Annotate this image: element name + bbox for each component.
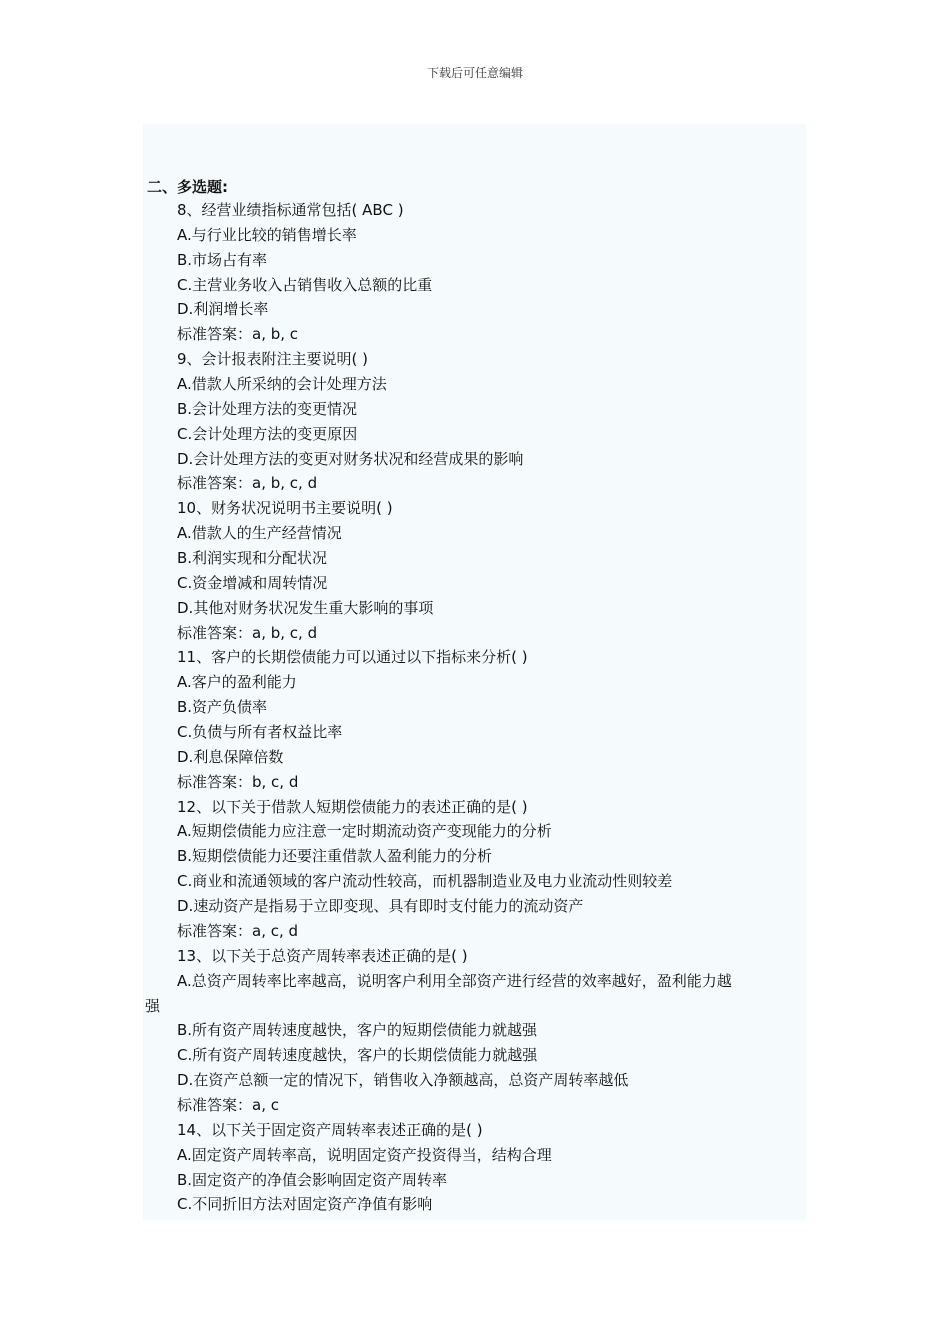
- question-10: 10、财务状况说明书主要说明( ): [177, 499, 393, 518]
- question-13: 13、以下关于总资产周转率表述正确的是( ): [177, 946, 468, 965]
- answer-line: 标准答案：a, c: [177, 1095, 279, 1114]
- option-line: C.主营业务收入占销售收入总额的比重: [177, 275, 433, 294]
- option-line: A.借款人的生产经营情况: [177, 524, 342, 543]
- section-title: 二、多选题:: [147, 178, 228, 196]
- option-line: C.负债与所有者权益比率: [177, 723, 343, 742]
- option-line: A.借款人所采纳的会计处理方法: [177, 375, 387, 394]
- option-line: B.市场占有率: [177, 250, 268, 269]
- option-line: D.会计处理方法的变更对财务状况和经营成果的影响: [177, 449, 524, 468]
- option-line: A.与行业比较的销售增长率: [177, 225, 357, 244]
- question-14: 14、以下关于固定资产周转率表述正确的是( ): [177, 1120, 483, 1139]
- option-line: D.速动资产是指易于立即变现、具有即时支付能力的流动资产: [177, 897, 584, 916]
- answer-line: 标准答案：a, b, c, d: [177, 474, 318, 493]
- question-12: 12、以下关于借款人短期偿债能力的表述正确的是( ): [177, 797, 528, 816]
- answer-line: 标准答案：a, b, c, d: [177, 623, 318, 642]
- option-line: B.所有资产周转速度越快，客户的短期偿债能力就越强: [177, 1021, 538, 1040]
- question-list: [145, 198, 803, 1217]
- option-line: B.固定资产的净值会影响固定资产周转率: [177, 1170, 448, 1189]
- question-9: 9、会计报表附注主要说明( ): [177, 350, 369, 369]
- answer-line: 标准答案：a, c, d: [177, 921, 299, 940]
- option-line: A.短期偿债能力应注意一定时期流动资产变现能力的分析: [177, 822, 552, 841]
- option-line: B.短期偿债能力还要注重借款人盈利能力的分析: [177, 847, 493, 866]
- option-line: C.商业和流通领域的客户流动性较高，而机器制造业及电力业流动性则较差: [177, 872, 673, 891]
- option-line: A.总资产周转率比率越高，说明客户利用全部资产进行经营的效率越好，盈利能力越: [177, 971, 732, 990]
- option-line: A.客户的盈利能力: [177, 673, 297, 692]
- answer-line: 标准答案：b, c, d: [177, 772, 299, 791]
- option-line: D.其他对财务状况发生重大影响的事项: [177, 598, 434, 617]
- option-line: C.资金增减和周转情况: [177, 573, 328, 592]
- question-11: 11、客户的长期偿债能力可以通过以下指标来分析( ): [177, 648, 528, 667]
- option-line: C.会计处理方法的变更原因: [177, 424, 358, 443]
- option-line-continuation: 强: [145, 996, 161, 1015]
- option-line: C.所有资产周转速度越快，客户的长期偿债能力就越强: [177, 1046, 538, 1065]
- option-line: B.会计处理方法的变更情况: [177, 399, 358, 418]
- option-line: A.固定资产周转率高，说明固定资产投资得当，结构合理: [177, 1145, 552, 1164]
- header-note: 下载后可任意编辑: [426, 66, 523, 80]
- option-line: C.不同折旧方法对固定资产净值有影响: [177, 1195, 433, 1214]
- option-line: D.利息保障倍数: [177, 747, 284, 766]
- option-line: D.在资产总额一定的情况下，销售收入净额越高，总资产周转率越低: [177, 1071, 629, 1090]
- answer-line: 标准答案：a, b, c: [177, 325, 299, 344]
- option-line: B.资产负债率: [177, 698, 268, 717]
- option-line: B.利润实现和分配状况: [177, 549, 328, 568]
- option-line: D.利润增长率: [177, 300, 269, 319]
- question-8: 8、经营业绩指标通常包括( ABC ): [177, 201, 404, 219]
